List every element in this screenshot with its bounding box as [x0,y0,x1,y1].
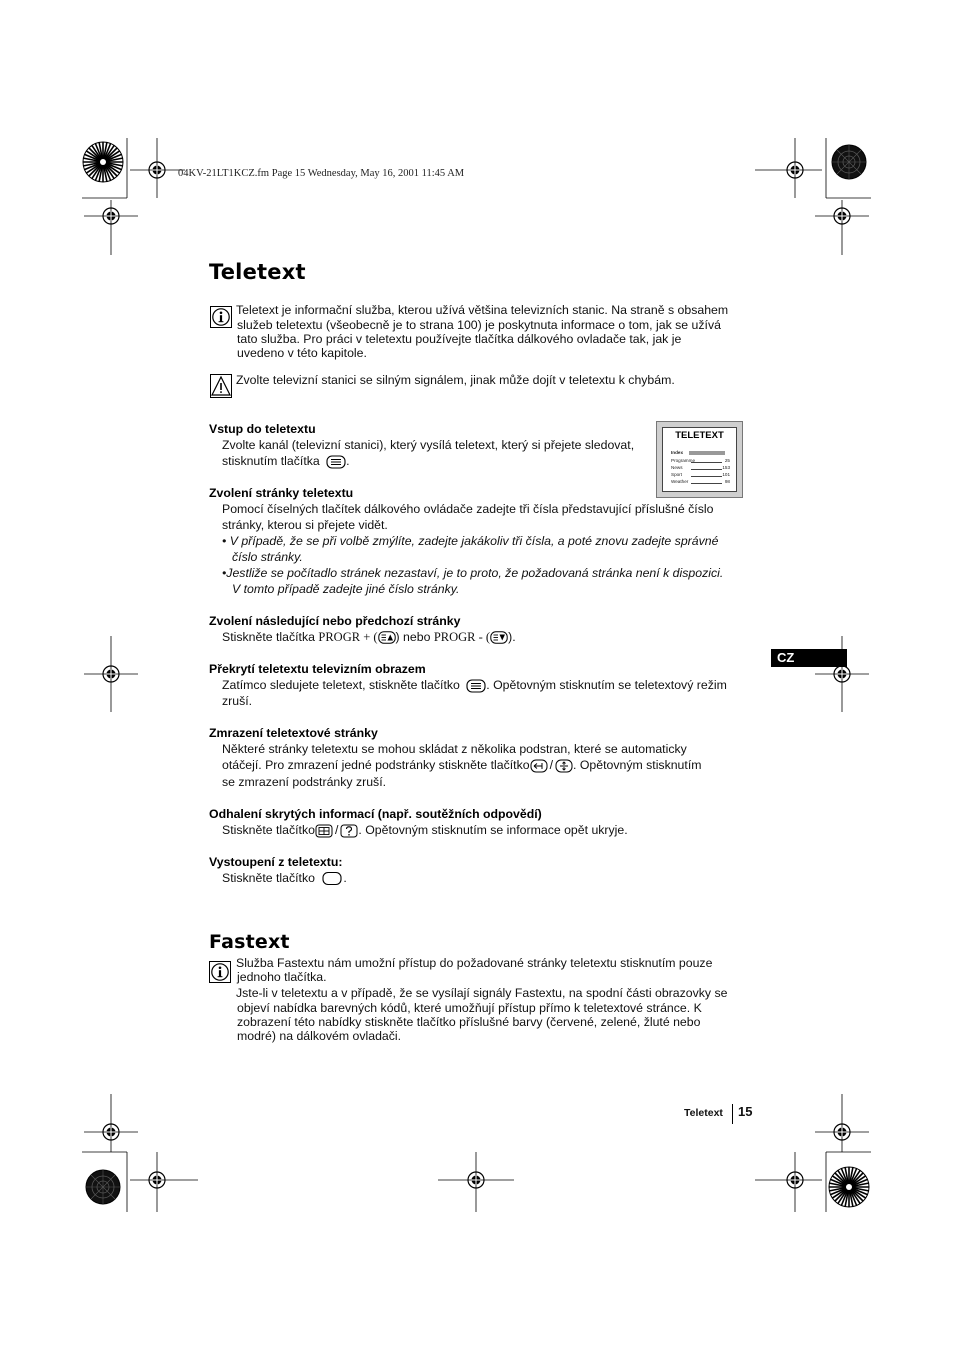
zmrazeni-line-3: se zmrazení podstránky zruší. [222,775,387,789]
progr-plus-label: PROGR + ( [318,630,378,644]
vstup-line-2-text: stisknutím tlačítka [222,454,320,468]
heading-vstup: Vstup do teletextu [209,422,316,436]
teletext-page-number: 153 [722,465,730,470]
zvoleni-line-2: stránky, kterou si přejete vidět. [222,518,388,532]
prekryti-line-1 [222,678,727,693]
zmrazeni-text: otáčejí. Pro zmrazení jedné podstránky stiskněte tlačítko [222,758,530,772]
prekryti-line-2: zruší. [222,694,253,708]
vstup-line-2 [222,454,350,469]
fastext-line-3: Jste-li v teletextu a v případě, že se vysílají signály Fastextu, na spodní části obrazovky se [236,986,728,1000]
subpage-button-icon [555,759,573,773]
zvoleni-bullet-1: • V případě, že se při volbě zmýlíte, zadejte jakákoliv tři čísla, a poté znovu zadejte správné [222,534,719,548]
period: . [343,871,347,885]
page-number: 15 [738,1104,753,1119]
zmrazeni-line-2 [222,758,701,773]
zvoleni-line-1: Pomocí číselných tlačítek dálkového ovládače zadejte tři čísla představující příslušné číslo [222,502,714,516]
fastext-line-4: objeví nabídka barevných kódů, které umožňují přístup přímo k teletextové stránce. K [237,1001,702,1015]
heading-nasledujici: Zvolení následující nebo předchozí stránky [209,614,461,628]
heading-prekryti: Překrytí teletextu televizním obrazem [209,662,426,676]
footer-separator [732,1104,733,1124]
reveal-button-icon [340,824,358,838]
teletext-screen [662,427,737,492]
nasledujici-text: Stiskněte tlačítka [222,630,315,644]
teletext-screen-title: TELETEXT [675,430,724,441]
teletext-page-number: 98 [724,479,730,484]
file-header: 04KV-21LT1KCZ.fm Page 15 Wednesday, May 16, 2001 11:45 AM [178,168,465,179]
vystoupeni-text: Stiskněte tlačítko [222,871,315,885]
teletext-page-number: 101 [722,472,730,477]
teletext-page-number: 25 [724,458,730,463]
intro-line-4: uvedeno v této kapitole. [237,346,367,360]
odhaleni-line-1 [222,823,628,838]
dotted-leader [691,476,722,477]
heading-odhaleni: Odhalení skrytých informací (např. soutěžních odpovědí) [209,807,542,821]
intro-line-2: služeb teletextu (všeobecně je to strana 100) je poskytnuta informace o tom, jak se užívá [237,318,721,332]
index-button-icon [315,824,333,838]
progr-minus-label: PROGR - ( [433,630,491,644]
dotted-leader [691,462,722,463]
teletext-screen-row: Programme [671,458,695,463]
teletext-screen-row: Weather [671,479,689,484]
nasledujici-end: ). [508,630,516,644]
page-down-icon [490,631,508,644]
warning-icon [210,374,232,398]
zvoleni-bullet-1-cont: číslo stránky. [232,550,303,564]
teletext-screen-row: Sport [671,472,682,477]
dotted-leader [691,469,722,470]
zmrazeni-line-1: Některé stránky teletextu se mohou skládat z několika podstran, které se automaticky [222,742,687,756]
odhaleni-text: Stiskněte tlačítko [222,823,315,837]
odhaleni-text-cont: . Opětovným stisknutím se informace opět ukryje. [358,823,628,837]
footer-section-title: Teletext [684,1107,723,1119]
prekryti-text: Zatímco sledujete teletext, stiskněte tlačítko [222,678,460,692]
period: . [346,454,350,468]
zvoleni-bullet-2-cont: V tomto případě zadejte jiné číslo stránky. [232,582,460,596]
zmrazeni-text-cont: . Opětovným stisknutím [573,758,702,772]
page-up-icon [378,631,396,644]
vstup-line-1: Zvolte kanál (televizní stanici), který vysílá teletext, který si přejete sledovat, [222,438,635,452]
info-icon [209,961,231,983]
vystoupeni-line-1 [222,871,347,886]
intro-line-3: tato služba. Pro práci v teletextu používejte tlačítka dálkového ovladače tak, jak je [237,332,682,346]
language-tab [771,649,847,667]
fastext-line-2: jednoho tlačítka. [237,970,327,984]
language-tab-label: CZ [777,650,795,665]
nasledujici-line [222,630,516,645]
hold-button-icon [530,759,548,773]
heading-vystoupeni: Vystoupení z teletextu: [209,855,343,869]
index-highlight-bar [689,451,725,455]
teletext-mix-button-icon [466,679,486,693]
dotted-leader [691,483,722,484]
slash-separator: / [334,823,339,837]
teletext-screen-row: Index [671,450,683,455]
nasledujici-mid: ) nebo [395,630,431,644]
info-icon [210,306,232,328]
zvoleni-bullet-2: •Jestliže se počítadlo stránek nezastaví, je to proto, že požadovaná stránka není k dispozici. [222,566,724,580]
intro-line-1: Teletext je informační služba, kterou užívá většina televizních stanic. Na straně s obsahem [236,303,729,317]
fastext-title: Fastext [209,931,290,953]
page-title: Teletext [209,260,306,284]
fastext-line-1: Služba Fastextu nám umožní přístup do požadované stránky teletextu stisknutím pouze [236,956,713,970]
heading-zvoleni: Zvolení stránky teletextu [209,486,354,500]
fastext-line-5: zobrazení této nabídky stiskněte tlačítko příslušné barvy (červené, zelené, žluté nebo [237,1015,701,1029]
teletext-screen-row: News [671,465,683,470]
slash-separator: / [549,758,553,772]
fastext-line-6: modré) na dálkovém ovladači. [237,1029,402,1043]
warning-text: Zvolte televizní stanici se silným signálem, jinak může dojít v teletextu k chybám. [236,373,675,387]
teletext-button-icon [326,455,346,469]
tv-button-icon [321,871,343,886]
teletext-screen-illustration [656,421,743,498]
heading-zmrazeni: Zmrazení teletextové stránky [209,726,378,740]
prekryti-text-cont: . Opětovným stisknutím se teletextový režim [486,678,727,692]
